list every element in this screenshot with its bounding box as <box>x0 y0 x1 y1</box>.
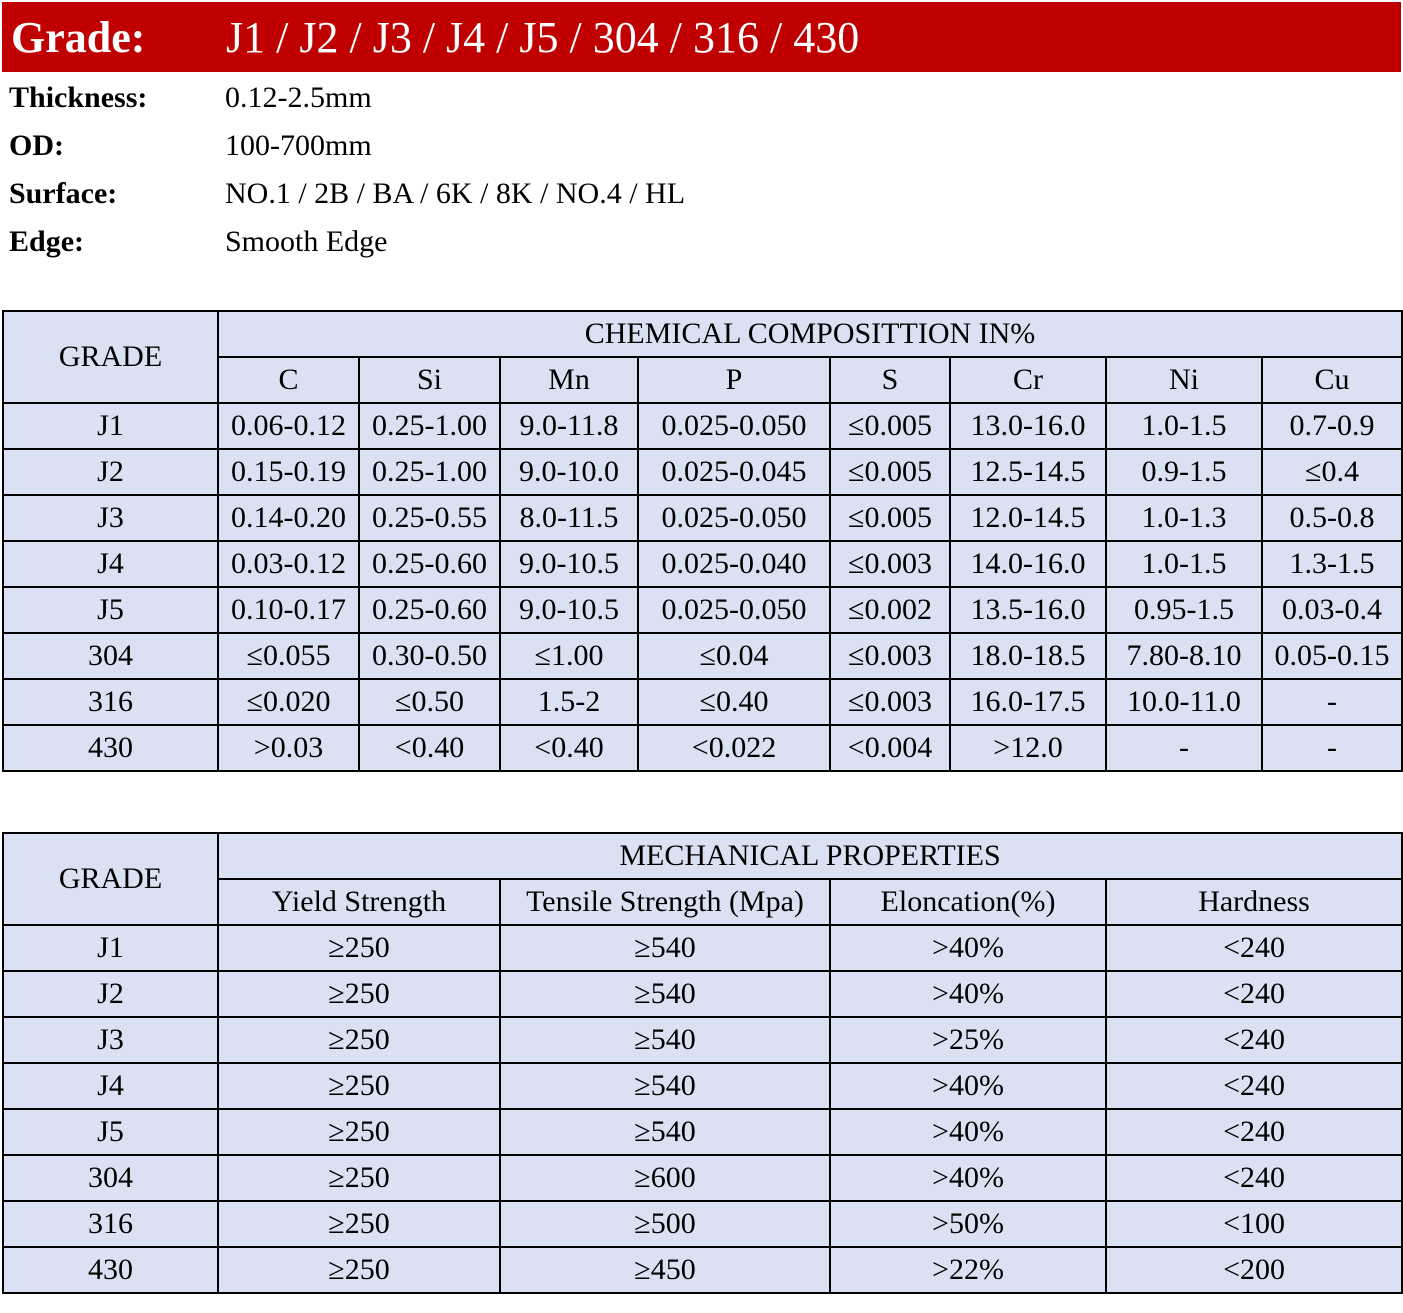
column-header: Tensile Strength (Mpa) <box>500 879 830 925</box>
column-header: Mn <box>500 357 638 403</box>
table-cell: 0.05-0.15 <box>1262 633 1402 679</box>
grade-cell: J3 <box>3 495 218 541</box>
table-row <box>3 1017 1402 1063</box>
column-header: Cr <box>950 357 1106 403</box>
table-cell: 0.025-0.050 <box>638 587 830 633</box>
table-cell: ≤0.003 <box>830 679 950 725</box>
table-cell: >40% <box>830 1063 1106 1109</box>
spec-value: NO.1 / 2B / BA / 6K / 8K / NO.4 / HL <box>225 177 686 210</box>
table-cell: 0.10-0.17 <box>218 587 359 633</box>
table-cell: ≥250 <box>218 925 500 971</box>
table-cell: ≥250 <box>218 1063 500 1109</box>
mechanical-properties-table <box>2 832 1403 1294</box>
table-cell: <240 <box>1106 1063 1402 1109</box>
table-cell: <0.022 <box>638 725 830 771</box>
table-cell: ≥250 <box>218 1109 500 1155</box>
table-cell: <200 <box>1106 1247 1402 1293</box>
grade-cell: J1 <box>3 403 218 449</box>
table-cell: 0.06-0.12 <box>218 403 359 449</box>
table-cell: ≤0.055 <box>218 633 359 679</box>
grade-cell: 304 <box>3 633 218 679</box>
spec-value: 0.12-2.5mm <box>225 81 372 114</box>
spec-value: Smooth Edge <box>225 225 388 258</box>
table-cell: 0.15-0.19 <box>218 449 359 495</box>
table-cell: <240 <box>1106 971 1402 1017</box>
table-cell: >50% <box>830 1201 1106 1247</box>
table-cell: ≥450 <box>500 1247 830 1293</box>
table-cell: 9.0-10.0 <box>500 449 638 495</box>
table-cell: 0.5-0.8 <box>1262 495 1402 541</box>
table-row <box>3 587 1402 633</box>
table-cell: 0.025-0.045 <box>638 449 830 495</box>
table-cell: ≥250 <box>218 1155 500 1201</box>
table-cell: <240 <box>1106 925 1402 971</box>
table-cell: ≤0.020 <box>218 679 359 725</box>
table-cell: >12.0 <box>950 725 1106 771</box>
table-row <box>3 1155 1402 1201</box>
table-cell: ≥540 <box>500 1017 830 1063</box>
table-cell: 0.03-0.4 <box>1262 587 1402 633</box>
table-cell: >0.03 <box>218 725 359 771</box>
table-cell: 9.0-10.5 <box>500 541 638 587</box>
table-cell: ≥250 <box>218 971 500 1017</box>
table-cell: ≤0.04 <box>638 633 830 679</box>
table-cell: ≤0.4 <box>1262 449 1402 495</box>
table-cell: 10.0-11.0 <box>1106 679 1262 725</box>
grade-cell: 430 <box>3 1247 218 1293</box>
table-cell: ≤0.005 <box>830 403 950 449</box>
table-row <box>3 679 1402 725</box>
table-cell: ≥540 <box>500 971 830 1017</box>
grade-cell: 316 <box>3 679 218 725</box>
table-cell: 1.0-1.5 <box>1106 403 1262 449</box>
table-row <box>3 403 1402 449</box>
table-cell: 1.5-2 <box>500 679 638 725</box>
table-cell: <240 <box>1106 1017 1402 1063</box>
table-cell: ≤0.40 <box>638 679 830 725</box>
table-cell: 0.025-0.050 <box>638 495 830 541</box>
table-row <box>3 1109 1402 1155</box>
table-cell: <0.40 <box>500 725 638 771</box>
table-cell: ≥500 <box>500 1201 830 1247</box>
column-header: Ni <box>1106 357 1262 403</box>
grade-header: GRADE <box>3 833 218 925</box>
table-cell: ≥540 <box>500 1063 830 1109</box>
column-header: Eloncation(%) <box>830 879 1106 925</box>
table-cell: 0.25-0.60 <box>359 587 500 633</box>
table-row <box>3 449 1402 495</box>
grade-cell: J5 <box>3 1109 218 1155</box>
table-cell: ≤0.005 <box>830 449 950 495</box>
table-cell: ≤0.002 <box>830 587 950 633</box>
spec-edge <box>0 218 900 266</box>
table-cell: <0.40 <box>359 725 500 771</box>
grade-cell: J5 <box>3 587 218 633</box>
table-cell: ≤1.00 <box>500 633 638 679</box>
column-header: C <box>218 357 359 403</box>
table-cell: 0.025-0.050 <box>638 403 830 449</box>
table-cell: 18.0-18.5 <box>950 633 1106 679</box>
table-cell: 14.0-16.0 <box>950 541 1106 587</box>
table-cell: ≥600 <box>500 1155 830 1201</box>
table-cell: ≥250 <box>218 1201 500 1247</box>
table-cell: >25% <box>830 1017 1106 1063</box>
table-cell: ≥250 <box>218 1247 500 1293</box>
table-cell: 12.5-14.5 <box>950 449 1106 495</box>
grade-cell: J1 <box>3 925 218 971</box>
table-cell: >40% <box>830 1109 1106 1155</box>
grade-cell: J4 <box>3 1063 218 1109</box>
table-cell: 16.0-17.5 <box>950 679 1106 725</box>
table-cell: 0.9-1.5 <box>1106 449 1262 495</box>
grade-cell: J2 <box>3 449 218 495</box>
table-cell: >40% <box>830 1155 1106 1201</box>
table-row <box>3 1201 1402 1247</box>
spec-value: 100-700mm <box>225 129 372 162</box>
table-cell: 0.25-0.60 <box>359 541 500 587</box>
table-cell: ≤0.003 <box>830 541 950 587</box>
grade-cell: J2 <box>3 971 218 1017</box>
table-cell: >40% <box>830 971 1106 1017</box>
table-row <box>3 1063 1402 1109</box>
table-row <box>3 971 1402 1017</box>
table-cell: 0.7-0.9 <box>1262 403 1402 449</box>
chemical-composition-table <box>2 310 1403 772</box>
table-cell: 0.25-1.00 <box>359 449 500 495</box>
spec-thickness <box>0 74 900 122</box>
grade-cell: J4 <box>3 541 218 587</box>
column-header: Hardness <box>1106 879 1402 925</box>
spec-key: OD: <box>9 129 64 162</box>
grade-label: Grade: <box>11 13 146 62</box>
table-cell: ≥250 <box>218 1017 500 1063</box>
table-cell: <100 <box>1106 1201 1402 1247</box>
column-header: P <box>638 357 830 403</box>
chemical-title: CHEMICAL COMPOSITTION IN% <box>218 311 1402 357</box>
table-cell: 1.0-1.5 <box>1106 541 1262 587</box>
table-cell: 7.80-8.10 <box>1106 633 1262 679</box>
table-cell: <0.004 <box>830 725 950 771</box>
table-cell: ≤0.005 <box>830 495 950 541</box>
grade-header: GRADE <box>3 311 218 403</box>
table-row <box>3 1247 1402 1293</box>
table-row <box>3 541 1402 587</box>
table-cell: 9.0-10.5 <box>500 587 638 633</box>
grade-banner <box>2 2 1401 72</box>
table-row <box>3 925 1402 971</box>
spec-key: Edge: <box>9 225 84 258</box>
table-cell: - <box>1262 725 1402 771</box>
table-cell: >22% <box>830 1247 1106 1293</box>
table-cell: 1.3-1.5 <box>1262 541 1402 587</box>
table-cell: 9.0-11.8 <box>500 403 638 449</box>
column-header: Yield Strength <box>218 879 500 925</box>
table-cell: 0.25-1.00 <box>359 403 500 449</box>
table-cell: 0.14-0.20 <box>218 495 359 541</box>
grade-cell: J3 <box>3 1017 218 1063</box>
table-cell: 0.25-0.55 <box>359 495 500 541</box>
table-cell: ≤0.003 <box>830 633 950 679</box>
table-cell: 12.0-14.5 <box>950 495 1106 541</box>
table-cell: 0.95-1.5 <box>1106 587 1262 633</box>
table-cell: ≥540 <box>500 925 830 971</box>
spec-od <box>0 122 900 170</box>
table-cell: <240 <box>1106 1155 1402 1201</box>
spec-key: Thickness: <box>9 81 148 114</box>
table-cell: 8.0-11.5 <box>500 495 638 541</box>
table-cell: - <box>1106 725 1262 771</box>
table-row <box>3 725 1402 771</box>
mechanical-title: MECHANICAL PROPERTIES <box>218 833 1402 879</box>
table-cell: <240 <box>1106 1109 1402 1155</box>
grade-list: J1 / J2 / J3 / J4 / J5 / 304 / 316 / 430 <box>226 13 860 62</box>
table-cell: 13.0-16.0 <box>950 403 1106 449</box>
table-cell: 1.0-1.3 <box>1106 495 1262 541</box>
table-cell: ≥540 <box>500 1109 830 1155</box>
table-cell: 0.03-0.12 <box>218 541 359 587</box>
table-cell: 0.025-0.040 <box>638 541 830 587</box>
spec-surface <box>0 170 900 218</box>
table-cell: >40% <box>830 925 1106 971</box>
spec-key: Surface: <box>9 177 118 210</box>
grade-cell: 430 <box>3 725 218 771</box>
column-header: S <box>830 357 950 403</box>
grade-cell: 316 <box>3 1201 218 1247</box>
table-row <box>3 495 1402 541</box>
table-cell: 13.5-16.0 <box>950 587 1106 633</box>
column-header: Cu <box>1262 357 1402 403</box>
table-cell: ≤0.50 <box>359 679 500 725</box>
table-cell: 0.30-0.50 <box>359 633 500 679</box>
grade-cell: 304 <box>3 1155 218 1201</box>
column-header: Si <box>359 357 500 403</box>
table-cell: - <box>1262 679 1402 725</box>
table-row <box>3 633 1402 679</box>
